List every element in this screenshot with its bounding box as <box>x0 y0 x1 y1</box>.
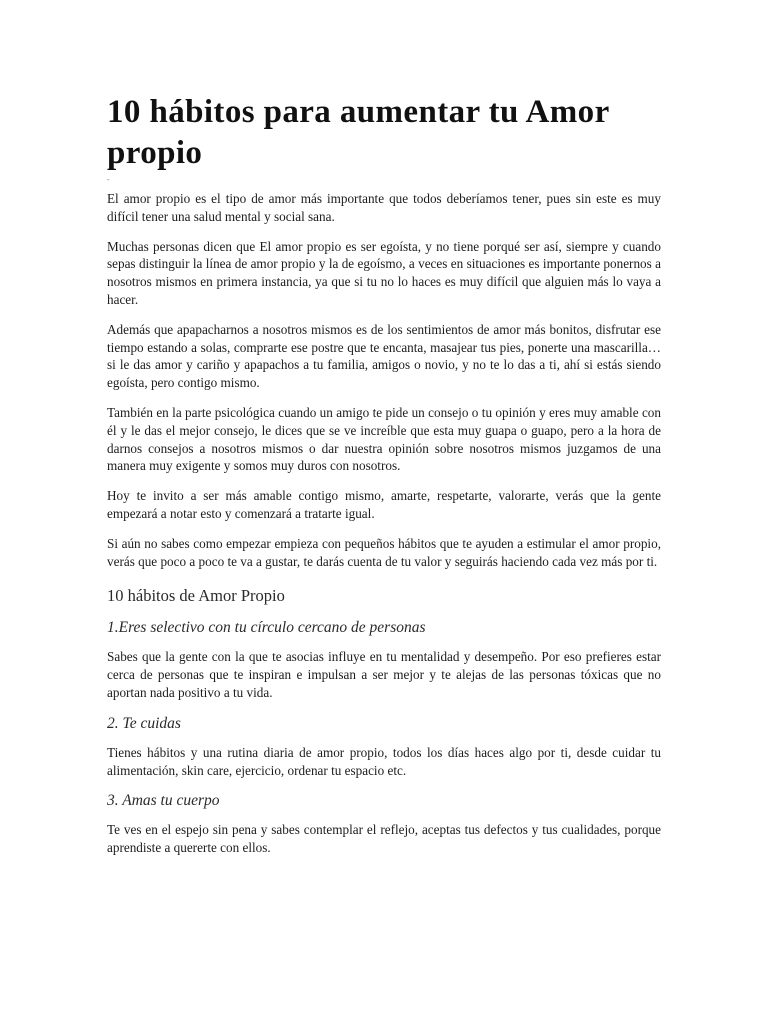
intro-paragraph-6: Si aún no sabes como empezar empieza con pequeños hábitos que te ayuden a estimular el amor propio, verás que poco a poco te va a gustar, te darás cuenta de tu valor y seguirás haciendo cada vez más por ti. <box>107 535 661 569</box>
habit-heading-2: 2. Te cuidas <box>107 714 181 732</box>
document-title: 10 hábitos para aumentar tu Amor propio <box>107 94 610 171</box>
title-dash: - <box>107 175 110 184</box>
document-page <box>107 92 661 869</box>
intro-paragraph-4: También en la parte psicológica cuando un amigo te pide un consejo o tu opinión y eres muy amable con él y le das el mejor consejo, le dices que se ve increíble que esta muy guapa o guapo, pero a la hora de darnos consejos a nosotros mismos o dar nuestra opinión sobre nosotros mismos juzgamos de una manera muy exigente y somos muy duros con nosotros. <box>107 404 661 474</box>
habit-heading-1: 1.Eres selectivo con tu círculo cercano de personas <box>107 619 426 637</box>
habit-text-3: Te ves en el espejo sin pena y sabes contemplar el reflejo, aceptas tus defectos y tus cualidades, porque aprendiste a quererte con ellos. <box>107 822 661 856</box>
section-heading: 10 hábitos de Amor Propio <box>107 586 285 606</box>
intro-paragraph-5: Hoy te invito a ser más amable contigo mismo, amarte, respetarte, valorarte, verás que la gente empezará a notar esto y comenzará a tratarte igual. <box>107 488 661 521</box>
intro-paragraph-2: Muchas personas dicen que El amor propio es ser egoísta, y no tiene porqué ser así, siempre y cuando sepas distinguir la línea de amor propio y la de egoísmo, a veces en situaciones es importante ponernos a nosotros mismos en primera instancia, ya que si tu no lo haces es muy difícil que alguien más lo vaya a hacer. <box>107 238 661 307</box>
intro-paragraph-3: Además que apapacharnos a nosotros mismos es de los sentimientos de amor más bonitos, disfrutar ese tiempo estando a solas, comprarte ese postre que te encanta, masajear tus pies, ponerte una mascarilla… si le das amor y cariño y apapachos a tu familia, amigos o novio, y no te lo das a ti, ahí si estás siendo egoísta, pero contigo mismo. <box>107 321 661 391</box>
intro-paragraph-1: El amor propio es el tipo de amor más importante que todos deberíamos tener, pues sin este es muy difícil tener una salud mental y social sana. <box>107 191 661 224</box>
habit-text-2: Tienes hábitos y una rutina diaria de amor propio, todos los días haces algo por ti, desde cuidar tu alimentación, skin care, ejercicio, ordenar tu espacio etc. <box>107 744 661 778</box>
habit-heading-3: 3. Amas tu cuerpo <box>107 792 220 810</box>
habit-text-1: Sabes que la gente con la que te asocias influye en tu mentalidad y desempeño. Por eso prefieres estar cerca de personas que te inspiran e impulsan a ser mejor y te alejas de las personas tóxicas que no aportan nada positivo a tu vida. <box>107 649 661 700</box>
